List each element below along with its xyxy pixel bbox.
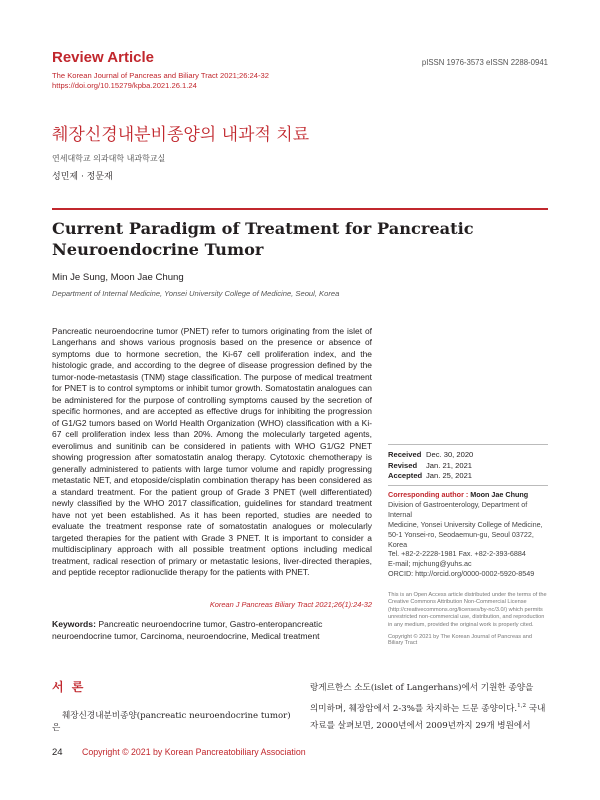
footer-copyright: Copyright © 2021 by Korean Pancreatobiliary Association <box>82 747 306 757</box>
body-right-column <box>310 680 548 735</box>
corresponding-header <box>388 490 548 500</box>
body-line: 랑게르한스 소도(islet of Langerhans)에서 기원한 종양을 <box>310 683 534 693</box>
journal-copyright: Copyright © 2021 by The Korean Journal of Pancreas and Biliary Tract <box>388 634 532 646</box>
issn-info: pISSN 1976-3573 eISSN 2288-0941 <box>421 58 548 67</box>
corresponding-orcid[interactable]: ORCID: http://orcid.org/0000-0002-5920-8549 <box>388 569 535 579</box>
doi-link[interactable]: https://doi.org/10.15279/kpba.2021.26.1.24 <box>52 81 197 90</box>
date-value: Jan. 25, 2021 <box>426 471 473 481</box>
section-heading-introduction: 서 론 <box>52 680 86 694</box>
korean-authors: 성민제 · 정문재 <box>52 172 113 182</box>
corresponding-email[interactable]: E-mail; mjchung@yuhs.ac <box>388 559 472 569</box>
body-line <box>310 698 548 718</box>
keywords <box>52 618 372 642</box>
article-type-label: Review Article <box>52 49 154 66</box>
date-accepted <box>388 471 548 482</box>
date-label: Accepted <box>388 471 423 481</box>
body-left-column: 췌장신경내분비종양(pancreatic neuroendocrine tumor)은 <box>52 711 291 733</box>
date-value: Dec. 30, 2020 <box>426 450 474 459</box>
body-line-text: 의미하며, 췌장암에서 2-3%를 차지하는 드문 종양이다. <box>310 703 518 714</box>
date-value: Jan. 21, 2021 <box>426 460 473 470</box>
keywords-label: Keywords: <box>52 619 96 629</box>
english-authors: Min Je Sung, Moon Jae Chung <box>52 272 184 283</box>
keywords-text: Pancreatic neuroendocrine tumor, Gastro-enteropancreatic neuroendocrine tumor, Carcinoma, neuroendocrine, Medical treatment <box>52 619 323 641</box>
date-label: Revised <box>388 460 418 470</box>
journal-citation: The Korean Journal of Pancreas and Biliary Tract 2021;26:24-32 <box>52 71 269 80</box>
corresponding-heading: Corresponding author : <box>388 490 471 499</box>
english-title: Current Paradigm of Treatment for Pancreatic Neuroendocrine Tumor <box>52 219 474 259</box>
corresponding-author <box>388 490 548 579</box>
date-label: Received <box>388 450 422 459</box>
abstract-citation: Korean J Pancreas Biliary Tract 2021;26(1):24-32 <box>209 600 372 609</box>
korean-affiliation: 연세대학교 의과대학 내과학교실 <box>52 154 166 163</box>
date-received <box>388 450 548 461</box>
body-line: 자료를 살펴보면, 2000년에서 2009년까지 29개 병원에서 <box>310 720 531 731</box>
body-line-text: 국내 <box>526 703 546 714</box>
corresponding-address-line: Medicine, Yonsei University College of Medicine, <box>388 519 543 529</box>
corresponding-address-line: 50-1 Yonsei-ro, Seodaemun-gu, Seoul 03722, Korea <box>388 529 534 549</box>
dates-top-divider <box>388 444 548 445</box>
corresponding-address-line: Division of Gastroenterology, Department of Internal <box>388 499 528 519</box>
korean-title: 췌장신경내분비종양의 내과적 치료 <box>52 125 310 145</box>
corresponding-phone: Tel. +82-2-2228-1981 Fax. +82-2-393-6884 <box>388 549 526 559</box>
abstract-text: Pancreatic neuroendocrine tumor (PNET) refer to tumors originating from the islet of Langerhans and shows various prognosis based on the presence or absence of symptoms due to hormone secretion, the Ki-67 cell proliferation index, and the histologic grade, and according to the degree of disease progression defined by the tumor-node-metastasis (TNM) stage classification. The purpose of medical treatment for PNET is to control symptoms or inhibit tumor growth. Somatostatin analogues can be administered for the purpose of controlling symptoms caused by the secretion of specific hormones, and are accepted as effective drugs for inhibiting the progression of G1/G2 tumors based on World Health Organization (WHO) classification with a Ki-67 cell proliferation index less than 20%. Among the molecularly targeted agents, everolimus and sunitinib can be considered in patients with WHO G1/G2 PNET showing progression after somatostatin analog therapy. Cytotoxic chemotherapy is generally administered to patients with large tumor volume and rapidly progressing metastatic NET, and etoposide/cisplatin combination therapy has been considered as a standard treatment. For the patient group of Grade 3 PNET (well differentiated) newly classified by the WHO 2017 classification, guidelines for standard treatment have not yet been established. As it has been reported, studies are needed to evaluate the treatment response rate of somatostatin analogues or molecularly targeted therapies for the patient with Grade 3 PNET. It is important to consider a multidisciplinary approach with all possible treatment options including medical treatment, radical resection of primary or metastatic lesions, liver-directed therapies, and peptide receptor radionuclide therapy for the patients with PNET. <box>52 326 372 578</box>
corresponding-name: Moon Jae Chung <box>470 490 529 499</box>
open-access-license: This is an Open Access article distributed under the terms of the Creative Commons Attribution Non-Commercial License (http://creativecommons.org/licenses/by-nc/3.0/) which permits unrestricted non-commercial use, distribution, and reproduction in any medium, provided the original work is properly cited. <box>388 592 547 628</box>
dates-bottom-divider <box>388 485 548 486</box>
article-dates <box>388 450 548 482</box>
english-affiliation: Department of Internal Medicine, Yonsei University College of Medicine, Seoul, Korea <box>52 289 340 298</box>
reference-marker[interactable]: 1,2 <box>517 702 527 709</box>
page-number: 24 <box>52 747 63 758</box>
title-divider <box>52 208 548 210</box>
date-revised <box>388 461 548 472</box>
